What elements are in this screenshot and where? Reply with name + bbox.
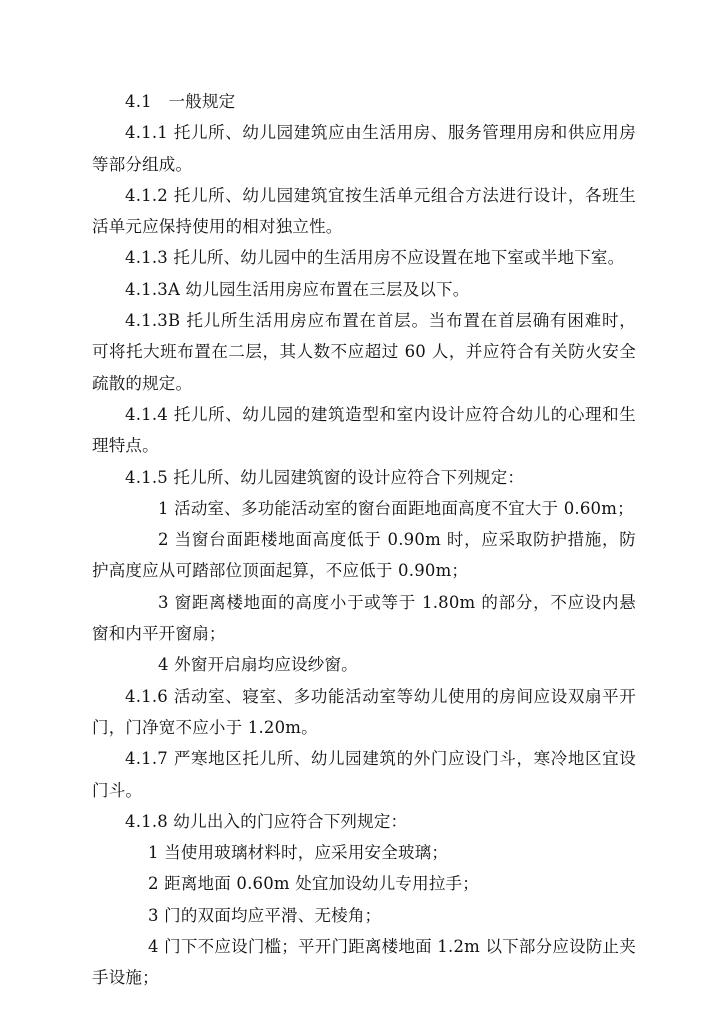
clause-4-1-5-item-4: 4 外窗开启扇均应设纱窗。: [158, 655, 358, 675]
clause-4-1-5-item-3: 3 窗距离楼地面的高度小于或等于 1.80m 的部分，不应设内悬窗和内平开窗扇；: [92, 592, 636, 644]
clause-4-1-1: 4.1.1 托儿所、幼儿园建筑应由生活用房、服务管理用房和供应用房等部分组成。: [92, 123, 636, 174]
clause-4-1-3a: 4.1.3A 幼儿园生活用房应布置在三层及以下。: [125, 279, 470, 299]
clause-4-1-5: 4.1.5 托儿所、幼儿园建筑窗的设计应符合下列规定：: [125, 467, 525, 487]
clause-4-1-5-item-2: 2 当窗台面距楼地面高度低于 0.90m 时，应采取防护措施，防护高度应从可踏部位顶面起算，不应低于 0.90m；: [92, 530, 636, 581]
clause-4-1-6: 4.1.6 活动室、寝室、多功能活动室等幼儿使用的房间应设双扇平开门，门净宽不应小于 1.20m。: [92, 686, 636, 737]
section-heading: 4.1 一般规定: [125, 92, 236, 111]
clause-4-1-8-item-3: 3 门的双面均应平滑、无棱角；: [148, 905, 382, 925]
clause-4-1-5-item-1: 1 活动室、多功能活动室的窗台面距地面高度不宜大于 0.60m；: [158, 498, 634, 518]
clause-4-1-2: 4.1.2 托儿所、幼儿园建筑宜按生活单元组合方法进行设计，各班生活单元应保持使用的相对独立性。: [92, 185, 636, 237]
clause-4-1-8-item-1: 1 当使用玻璃材料时，应采用安全玻璃；: [148, 843, 449, 863]
clause-4-1-3b: 4.1.3B 托儿所生活用房应布置在首层。当布置在首层确有困难时，可将托大班布置在二层，其人数不应超过 60 人，并应符合有关防火安全疏散的规定。: [92, 311, 636, 393]
clause-4-1-3: 4.1.3 托儿所、幼儿园中的生活用房不应设置在地下室或半地下室。: [125, 248, 625, 268]
clause-4-1-4: 4.1.4 托儿所、幼儿园的建筑造型和室内设计应符合幼儿的心理和生理特点。: [92, 404, 636, 456]
clause-4-1-8-item-2: 2 距离地面 0.60m 处宜加设幼儿专用拉手；: [148, 874, 479, 894]
clause-4-1-7: 4.1.7 严寒地区托儿所、幼儿园建筑的外门应设门斗，寒冷地区宜设门斗。: [92, 749, 636, 800]
clause-4-1-8-item-4: 4 门下不应设门槛；平开门距离楼地面 1.2m 以下部分应设防止夹手设施；: [92, 937, 636, 988]
clause-4-1-8: 4.1.8 幼儿出入的门应符合下列规定：: [125, 811, 408, 831]
document-body: [92, 86, 636, 994]
